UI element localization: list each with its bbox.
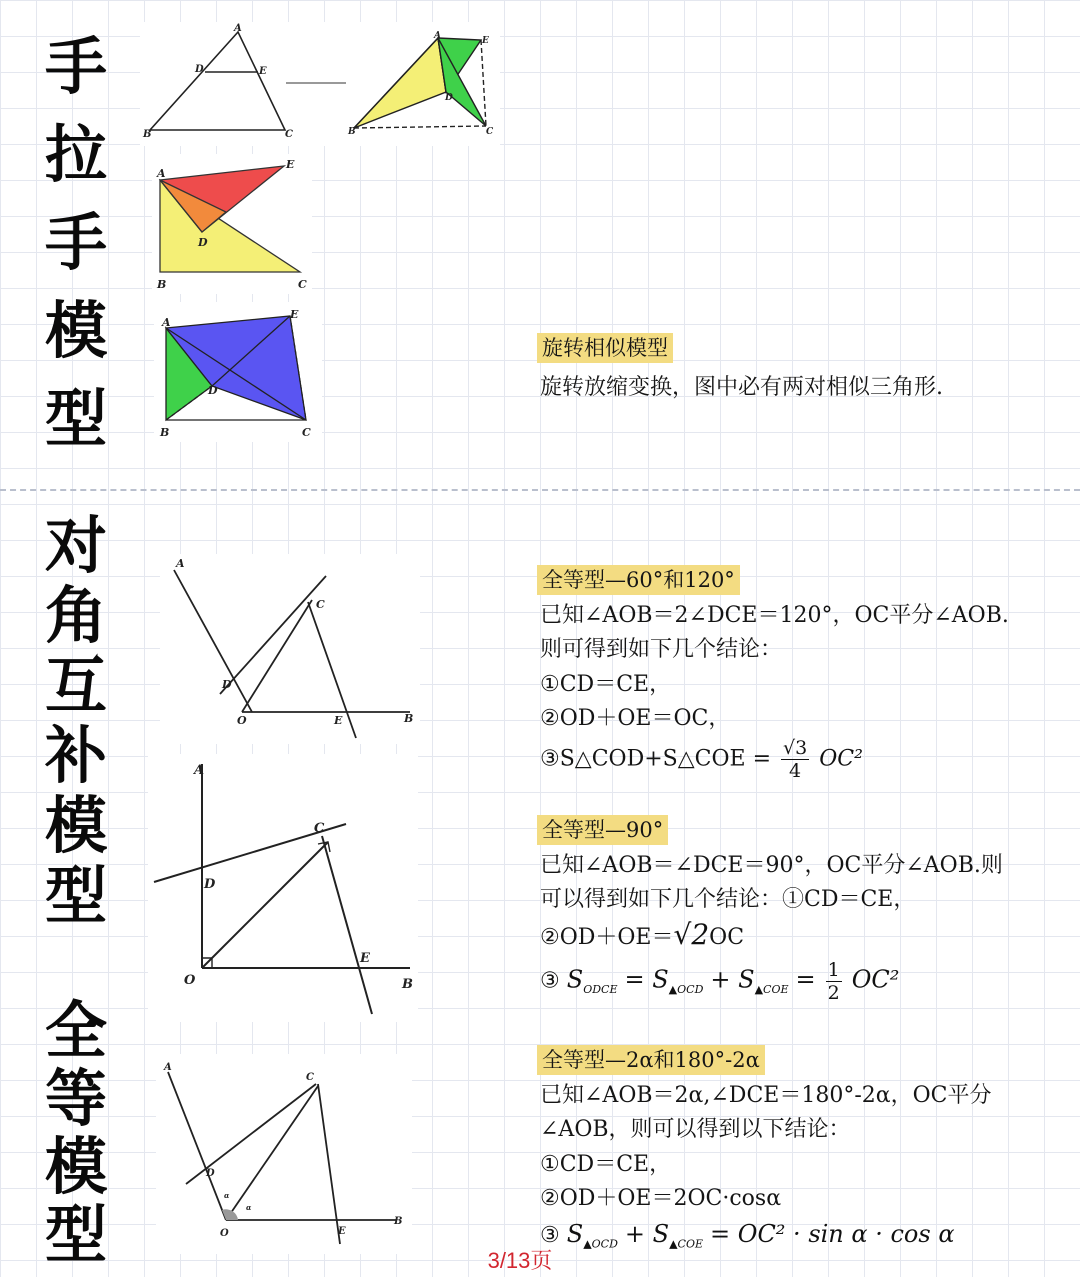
svg-text:C: C — [306, 1072, 314, 1083]
heading-congruent-90: 全等型—90° — [537, 815, 668, 845]
heading-congruent-60-120: 全等型—60°和120° — [537, 565, 740, 595]
svg-text:A: A — [157, 167, 166, 180]
svg-text:α: α — [224, 1191, 230, 1200]
block-2alpha — [540, 1044, 991, 1261]
figure-60-120 — [160, 554, 420, 744]
section-divider — [0, 489, 1080, 491]
section1-text — [540, 332, 943, 405]
heading-rotation-similarity: 旋转相似模型 — [537, 333, 673, 363]
text-line: 旋转放缩变换，图中必有两对相似三角形. — [540, 374, 943, 400]
title-char: 模 — [44, 294, 107, 367]
title-char: 手 — [44, 206, 107, 279]
svg-text:A: A — [164, 1062, 172, 1073]
svg-text:B: B — [157, 278, 167, 291]
svg-text:C: C — [316, 598, 325, 611]
text-line: ②OD＋OE＝OC， — [540, 706, 731, 731]
svg-text:D: D — [195, 64, 204, 75]
svg-text:C: C — [285, 129, 293, 140]
svg-text:B: B — [404, 712, 414, 725]
svg-text:O: O — [184, 973, 196, 988]
svg-text:D: D — [222, 678, 232, 691]
formula-line: ③ $S_{ODCE} = S_{▲OCD} + S_{▲COE}$ = $\frac{1}{2}$ OC² — [540, 959, 900, 1004]
title-char: 型 — [44, 1198, 107, 1271]
text-line: 可以得到如下几个结论：①CD＝CE， — [540, 887, 916, 912]
formula-line: ②OD＋OE＝√2OC — [540, 917, 745, 951]
svg-text:C: C — [314, 821, 325, 836]
fraction: $\frac{√3}{4}$ — [783, 736, 808, 782]
fraction: $\frac{1}{2}$ — [827, 959, 840, 1004]
text-line: ①CD＝CE， — [540, 1151, 672, 1177]
title-char: 角 — [44, 579, 107, 652]
title-diagonal-supplement-model — [38, 509, 114, 935]
svg-text:D: D — [445, 93, 453, 103]
text-line: 已知∠AOB＝2α,∠DCE＝180°-2α，OC平分 — [540, 1082, 992, 1108]
figure-right-triangle-red — [152, 154, 312, 294]
figure-90 — [148, 754, 418, 1022]
title-char: 型 — [44, 859, 107, 932]
formula-line: ③S△COD+S△COE = $\frac{√3}{4}$ OC² — [540, 736, 863, 782]
svg-text:E: E — [360, 951, 370, 966]
formula-line: ③ $S_{▲OCD} + S_{▲COE} = OC^2 \cdot \sin \alpha \cdot \cos \alpha$ — [540, 1219, 955, 1250]
svg-text:A: A — [434, 31, 441, 41]
title-char: 补 — [44, 719, 107, 792]
title-char: 手 — [44, 30, 107, 103]
title-char: 拉 — [44, 118, 107, 191]
title-char: 互 — [44, 649, 107, 722]
text-line: 已知∠AOB＝2∠DCE＝120°，OC平分∠AOB. — [540, 602, 1009, 628]
svg-text:B: B — [160, 426, 170, 439]
figure-green-blue-triangles — [154, 302, 322, 442]
svg-text:B: B — [394, 1216, 403, 1227]
page-indicator: 3/13页 — [487, 1248, 553, 1273]
svg-text:D: D — [198, 236, 208, 249]
text-line: ②OD＋OE＝2OC·cosα — [540, 1186, 782, 1211]
svg-text:O: O — [220, 1228, 229, 1239]
text-line: ①CD＝CE， — [540, 671, 672, 697]
text-line: 则可得到如下几个结论： — [540, 637, 783, 662]
svg-text:C: C — [298, 278, 307, 291]
figure-rotated-triangles — [346, 30, 498, 142]
title-char: 型 — [44, 382, 107, 455]
title-hand-in-hand-model — [38, 30, 114, 476]
svg-text:D: D — [204, 877, 216, 892]
title-char: 对 — [44, 509, 107, 582]
svg-text:E: E — [338, 1226, 346, 1237]
svg-text:E: E — [482, 36, 489, 46]
text-line: 已知∠AOB＝∠DCE＝90°，OC平分∠AOB.则 — [540, 852, 1003, 878]
svg-text:C: C — [302, 426, 311, 439]
block-90 — [540, 814, 1003, 1007]
svg-text:E: E — [286, 158, 295, 171]
svg-text:D: D — [208, 384, 218, 397]
heading-congruent-2alpha: 全等型—2α和180°-2α — [537, 1045, 765, 1075]
figure-2alpha — [156, 1054, 412, 1254]
title-char: 模 — [44, 789, 107, 862]
svg-text:E: E — [259, 66, 267, 77]
block-60-120 — [540, 564, 1009, 782]
title-char: 全 — [44, 994, 107, 1067]
title-congruence-model — [38, 994, 114, 1272]
svg-text:A: A — [176, 557, 185, 570]
svg-text:A: A — [194, 763, 205, 778]
text-line: ∠AOB，则可以得到以下结论： — [540, 1117, 851, 1142]
title-char: 模 — [44, 1130, 107, 1203]
svg-text:E: E — [290, 308, 299, 321]
svg-text:A: A — [162, 316, 171, 329]
svg-text:α: α — [246, 1203, 252, 1212]
svg-text:B: B — [143, 129, 152, 140]
svg-text:O: O — [237, 714, 247, 727]
svg-text:B: B — [348, 127, 356, 137]
svg-text:E: E — [334, 714, 343, 727]
svg-text:B: B — [402, 977, 413, 992]
title-char: 等 — [44, 1062, 107, 1135]
svg-text:A: A — [234, 23, 242, 34]
svg-text:D: D — [206, 1168, 215, 1179]
svg-text:C: C — [486, 127, 494, 137]
